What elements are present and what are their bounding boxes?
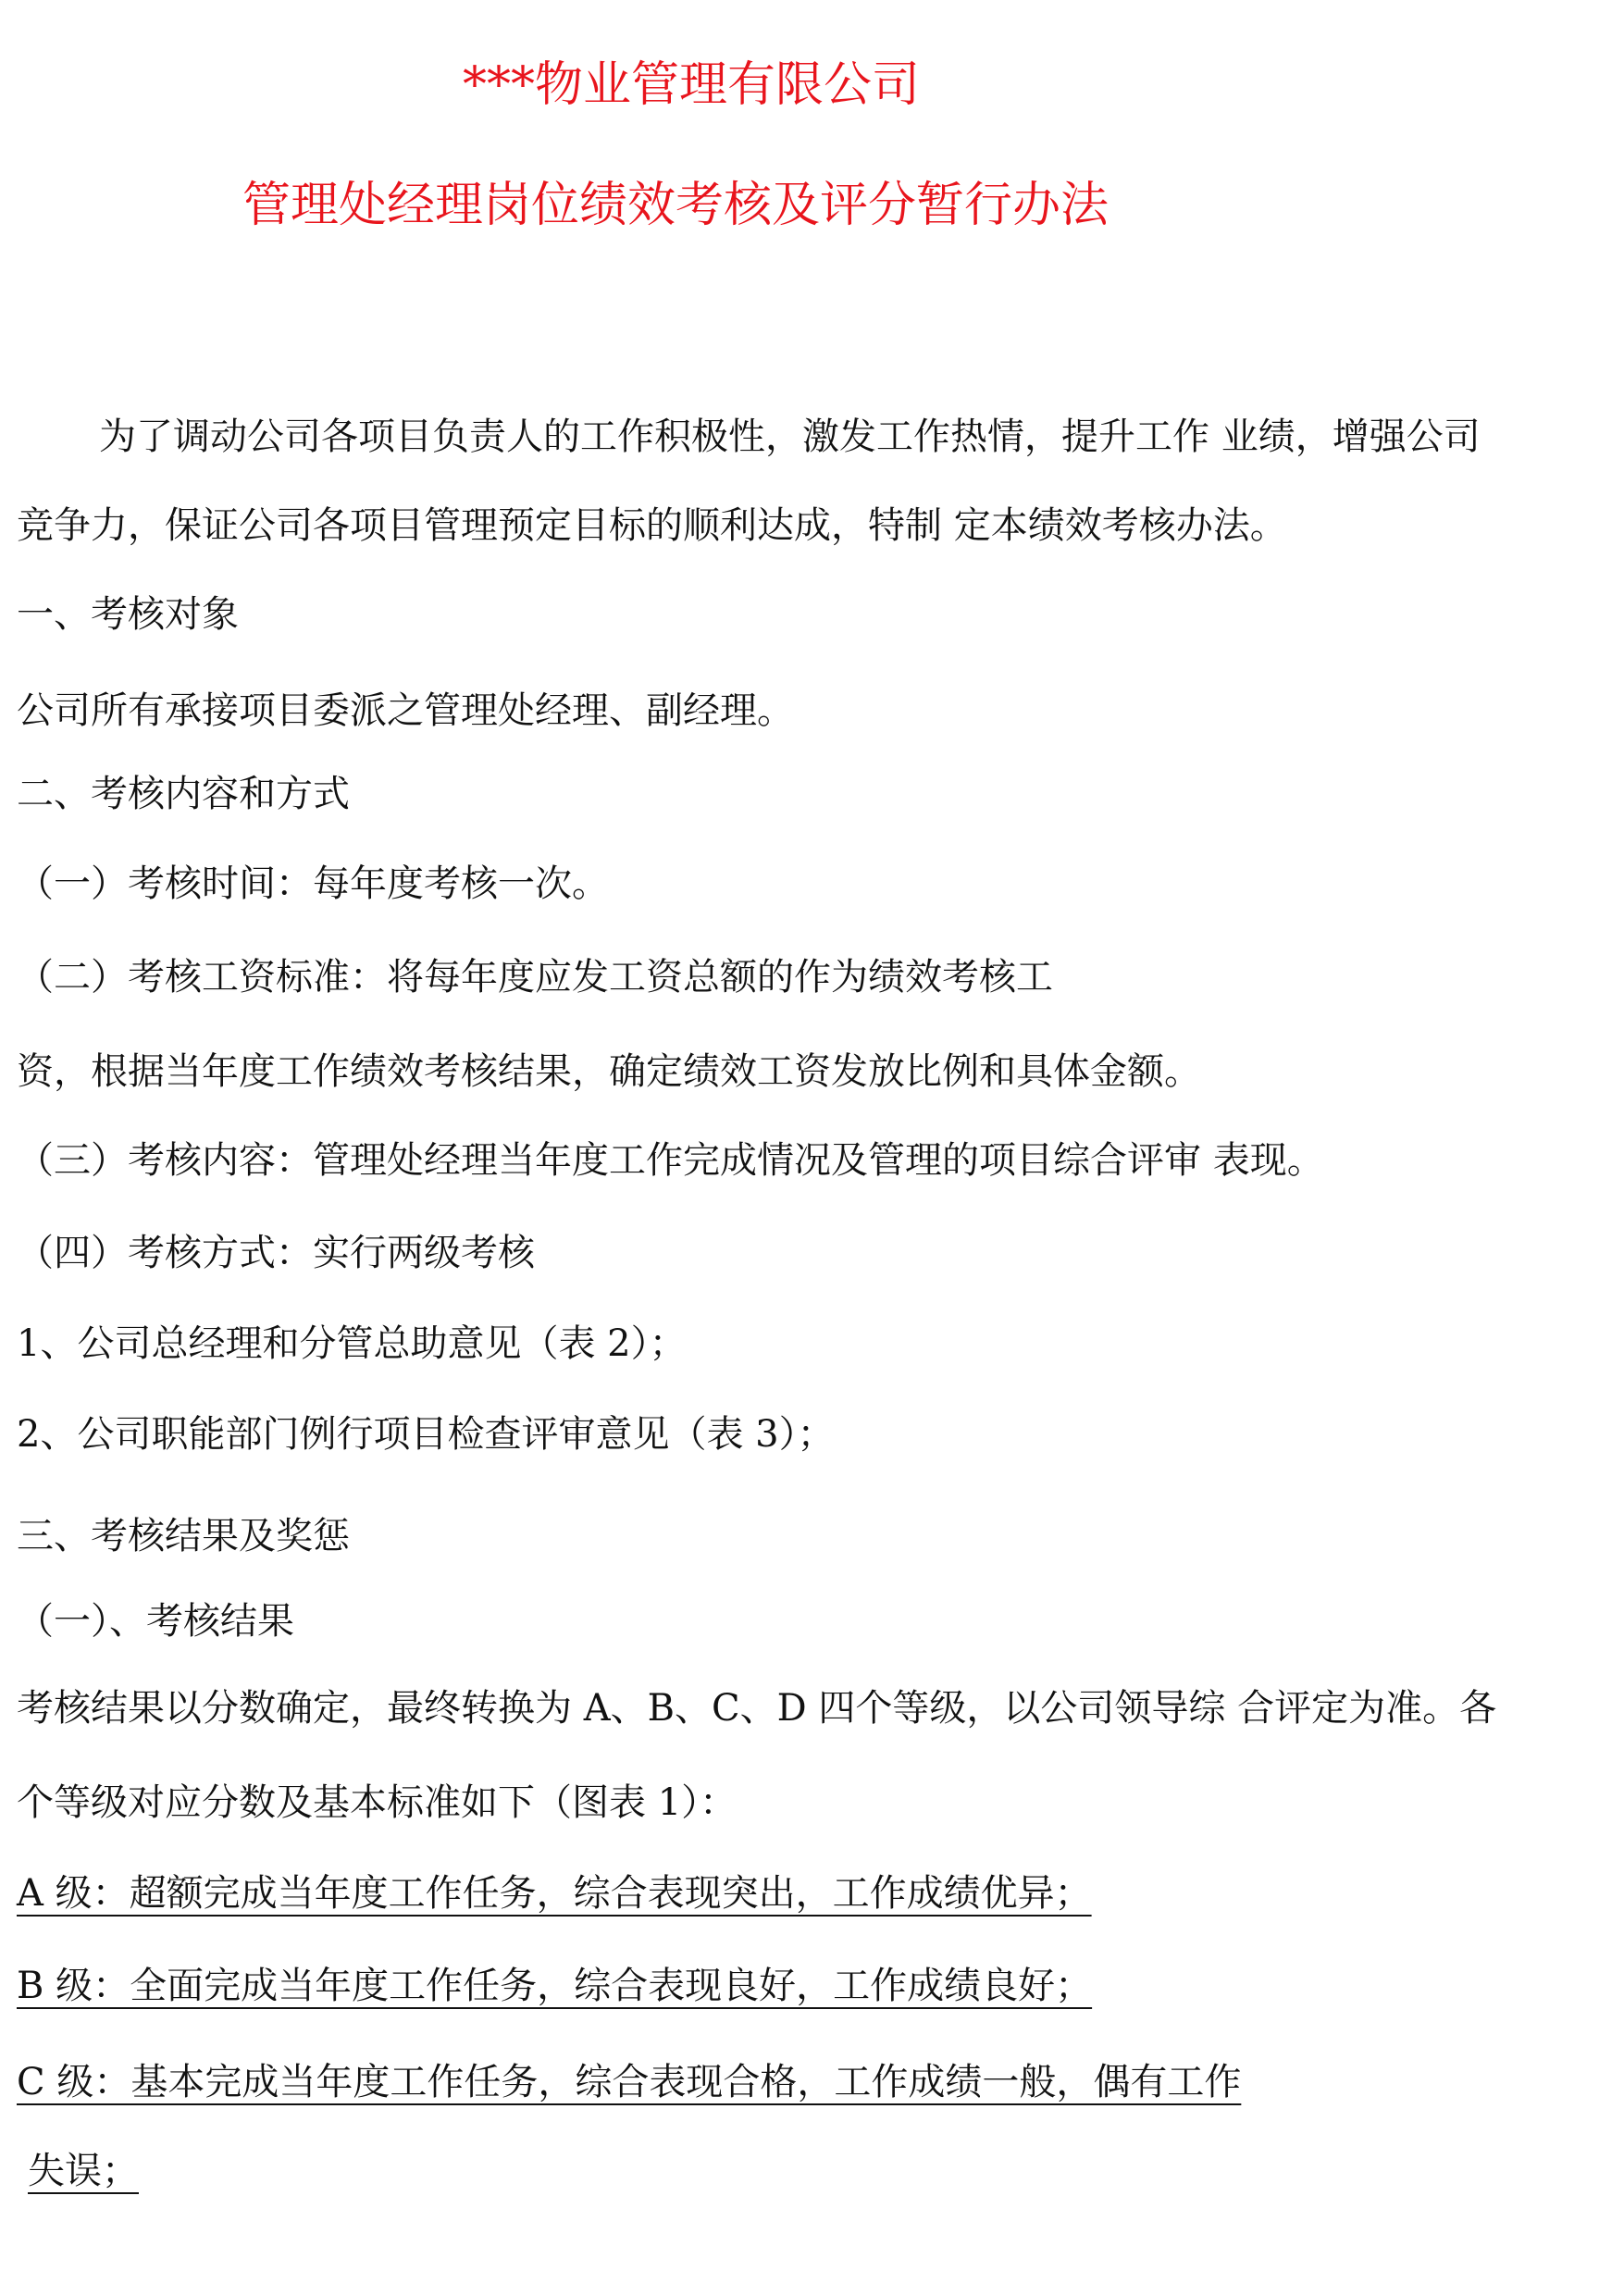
section-3-item-1: （一）、考核结果 <box>17 1600 294 1643</box>
grade-c-criteria-line-1: C 级：基本完成当年度工作任务，综合表现合格，工作成绩一般，偶有工作 <box>17 2061 1242 2103</box>
intro-paragraph-line-2: 竞争力，保证公司各项目管理预定目标的顺利达成，特制 定本绩效考核办法。 <box>17 504 1287 547</box>
section-2-item-4-sub-1: 1、公司总经理和分管总助意见（表 2）； <box>17 1322 687 1365</box>
grade-a-criteria: A 级：超额完成当年度工作任务，综合表现突出，工作成绩优异； <box>17 1872 1092 1915</box>
section-2-item-3: （三）考核内容：管理处经理当年度工作完成情况及管理的项目综合评审 表现。 <box>17 1139 1324 1182</box>
grade-c-criteria-line-2: 失误； <box>28 2150 139 2192</box>
document-title: 管理处经理岗位绩效考核及评分暂行办法 <box>242 178 1110 233</box>
intro-paragraph-line-1: 为了调动公司各项目负责人的工作积极性，激发工作热情，提升工作 业绩，增强公司 <box>99 416 1481 458</box>
section-2-item-2-line-1: （二）考核工资标准：将每年度应发工资总额的作为绩效考核工 <box>17 956 1053 999</box>
section-2-item-4-sub-2: 2、公司职能部门例行项目检查评审意见（表 3）； <box>17 1413 835 1456</box>
section-2-item-1: （一）考核时间：每年度考核一次。 <box>17 862 609 905</box>
section-2-item-2-line-2: 资，根据当年度工作绩效考核结果，确定绩效工资发放比例和具体金额。 <box>17 1050 1201 1093</box>
section-1-text: 公司所有承接项目委派之管理处经理、副经理。 <box>17 689 794 732</box>
company-name: ***物业管理有限公司 <box>463 57 921 113</box>
section-1-heading: 一、考核对象 <box>17 593 239 636</box>
section-3-text-line-1: 考核结果以分数确定，最终转换为 A、B、C、D 四个等级，以公司领导综 合评定为准。各 <box>17 1687 1497 1730</box>
section-3-text-line-2: 个等级对应分数及基本标准如下（图表 1）： <box>17 1781 738 1824</box>
section-2-item-4: （四）考核方式：实行两级考核 <box>17 1232 535 1274</box>
section-2-heading: 二、考核内容和方式 <box>17 773 350 815</box>
section-3-heading: 三、考核结果及奖惩 <box>17 1515 350 1557</box>
grade-b-criteria: B 级：全面完成当年度工作任务，综合表现良好，工作成绩良好； <box>17 1965 1093 2007</box>
